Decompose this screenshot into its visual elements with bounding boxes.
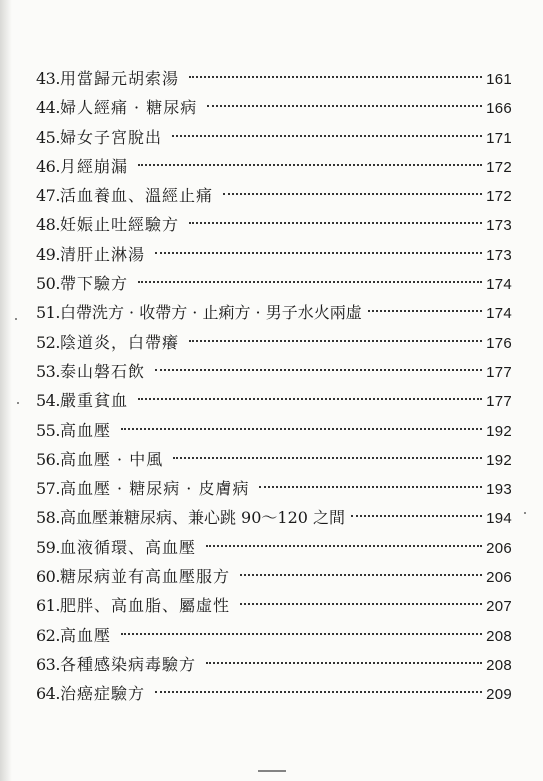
entry-page-number: 166 <box>486 100 512 118</box>
entry-title: 泰山磐石飲 <box>59 361 145 381</box>
entry-title: 高血壓 <box>59 625 111 645</box>
entry-title: 治癌症驗方 <box>59 684 145 704</box>
entry-number: 55. <box>36 420 60 440</box>
entry-number: 60. <box>36 567 60 587</box>
entry-title: 月經崩漏 <box>59 156 128 176</box>
entry-title: 婦女子宮脫出 <box>59 127 162 147</box>
toc-entry-52 <box>36 328 512 357</box>
entry-number: 56. <box>36 449 60 469</box>
toc-entry-44 <box>36 93 512 122</box>
toc-entry-48 <box>36 210 512 239</box>
entry-number: 51. <box>36 303 60 323</box>
entry-page-number: 161 <box>486 71 512 88</box>
entry-page-number: 192 <box>486 451 512 469</box>
dot-leader <box>189 76 482 78</box>
entry-title: 清肝止淋湯 <box>59 244 145 264</box>
dot-leader <box>368 310 482 312</box>
entry-title: 糖尿病並有高血壓服方 <box>59 567 230 587</box>
dot-leader <box>206 545 482 547</box>
entry-page-number: 171 <box>486 129 512 147</box>
entry-page-number: 192 <box>486 422 512 440</box>
scan-speck <box>524 512 526 514</box>
page-edge-shadow <box>0 0 12 781</box>
dot-leader <box>121 633 482 635</box>
entry-page-number: 173 <box>486 217 512 235</box>
entry-number: 59. <box>36 537 60 557</box>
entry-title: 陰道炎，白帶癢 <box>59 332 179 352</box>
dot-leader <box>223 193 482 195</box>
entry-number: 46. <box>36 156 60 176</box>
entry-number: 63. <box>36 654 60 674</box>
scan-speck <box>17 402 19 404</box>
entry-title: 婦人經痛 · 糖尿病 <box>59 98 198 118</box>
toc-entry-49 <box>36 240 512 269</box>
entry-title: 嚴重貧血 <box>59 391 128 411</box>
dot-leader <box>189 340 482 342</box>
dot-leader <box>206 662 482 664</box>
entry-number: 62. <box>36 625 60 645</box>
entry-number: 54. <box>36 391 60 411</box>
entry-page-number: 206 <box>486 569 512 587</box>
entry-title: 高血壓 · 糖尿病 · 皮膚病 <box>59 479 250 499</box>
dot-leader <box>172 135 482 137</box>
entry-page-number: 208 <box>486 656 512 674</box>
entry-number: 50. <box>36 274 60 294</box>
entry-page-number: 209 <box>486 686 512 704</box>
entry-number: 64. <box>36 684 60 704</box>
dot-leader <box>155 252 482 254</box>
table-of-contents <box>36 64 512 709</box>
entry-number: 43. <box>36 69 60 88</box>
entry-page-number: 172 <box>486 188 512 206</box>
dot-leader <box>351 515 482 517</box>
dot-leader <box>240 574 482 576</box>
entry-number: 52. <box>36 332 60 352</box>
dot-leader <box>259 486 482 488</box>
toc-entry-46 <box>36 152 512 181</box>
entry-title: 高血壓兼糖尿病、兼心跳 90～120 之間 <box>59 508 346 528</box>
toc-entry-60 <box>36 562 512 591</box>
entry-title: 高血壓 <box>59 420 111 440</box>
entry-number: 47. <box>36 186 60 206</box>
entry-number: 48. <box>36 215 60 235</box>
dot-leader <box>138 398 482 400</box>
entry-title: 妊娠止吐經驗方 <box>59 215 179 235</box>
toc-entry-64 <box>36 679 512 708</box>
dot-leader <box>207 105 482 107</box>
toc-entry-47 <box>36 181 512 210</box>
entry-page-number: 194 <box>486 510 512 528</box>
toc-entry-43 <box>36 64 512 93</box>
dot-leader <box>173 457 482 459</box>
entry-number: 53. <box>36 361 60 381</box>
entry-page-number: 176 <box>486 334 512 352</box>
entry-title: 高血壓 · 中風 <box>59 449 164 469</box>
entry-title: 血液循環、高血壓 <box>59 537 196 557</box>
entry-number: 49. <box>36 244 60 264</box>
entry-page-number: 206 <box>486 539 512 557</box>
toc-entry-61 <box>36 591 512 620</box>
toc-entry-51 <box>36 298 512 327</box>
toc-entry-62 <box>36 621 512 650</box>
entry-number: 58. <box>36 508 60 528</box>
entry-page-number: 173 <box>486 246 512 264</box>
toc-entry-56 <box>36 445 512 474</box>
entry-number: 45. <box>36 127 60 147</box>
toc-entry-58 <box>36 503 512 532</box>
entry-title: 帶下驗方 <box>59 274 128 294</box>
entry-number: 57. <box>36 479 60 499</box>
entry-page-number: 177 <box>486 393 512 411</box>
toc-entry-53 <box>36 357 512 386</box>
toc-entry-55 <box>36 416 512 445</box>
entry-title: 肥胖、高血脂、屬虛性 <box>59 596 230 616</box>
dot-leader <box>138 281 482 283</box>
dot-leader <box>155 691 482 693</box>
entry-title: 白帶洗方 · 收帶方 · 止痢方 · 男子水火兩虛 <box>59 303 362 323</box>
toc-entry-59 <box>36 533 512 562</box>
entry-number: 44. <box>36 98 60 118</box>
dot-leader <box>121 428 482 430</box>
page-footer-mark <box>258 770 286 780</box>
entry-page-number: 174 <box>486 276 512 294</box>
entry-title: 各種感染病毒驗方 <box>59 654 196 674</box>
entry-page-number: 208 <box>486 627 512 645</box>
toc-entry-45 <box>36 123 512 152</box>
dot-leader <box>189 222 482 224</box>
entry-page-number: 177 <box>486 363 512 381</box>
entry-number: 61. <box>36 596 60 616</box>
dot-leader <box>138 164 482 166</box>
entry-title: 用當歸元胡索湯 <box>59 69 179 88</box>
dot-leader <box>240 603 482 605</box>
entry-page-number: 172 <box>486 158 512 176</box>
toc-entry-54 <box>36 386 512 415</box>
entry-page-number: 207 <box>486 598 512 616</box>
entry-title: 活血養血、溫經止痛 <box>59 186 213 206</box>
toc-entry-50 <box>36 269 512 298</box>
toc-entry-63 <box>36 650 512 679</box>
toc-entry-57 <box>36 474 512 503</box>
entry-page-number: 193 <box>486 481 512 499</box>
scan-speck <box>15 318 17 320</box>
dot-leader <box>155 369 482 371</box>
entry-page-number: 174 <box>486 305 512 323</box>
